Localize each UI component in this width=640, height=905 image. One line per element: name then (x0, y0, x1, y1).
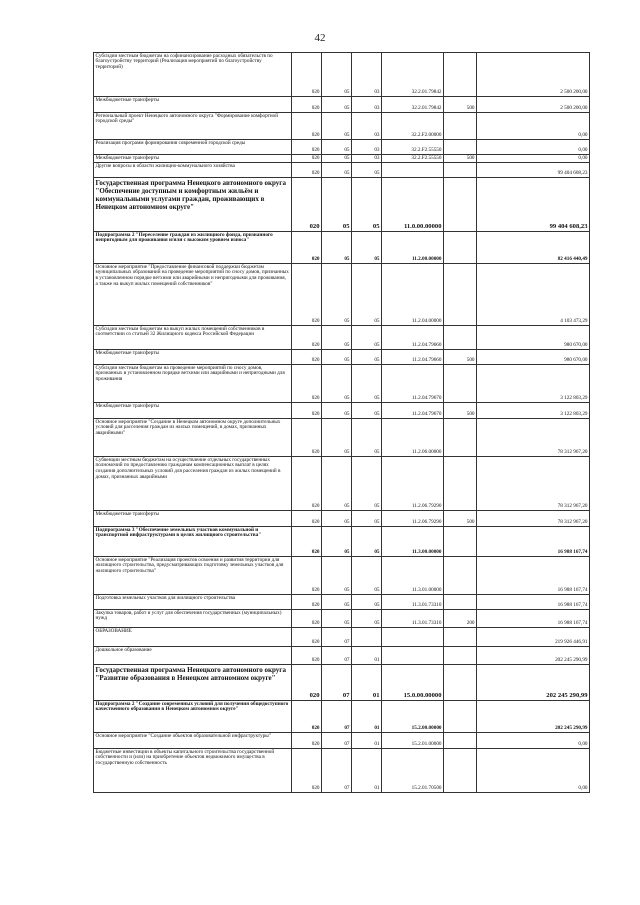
target-article-code: 11.3.01.73310 (382, 610, 444, 628)
target-article-code: 11.2.06.79290 (382, 457, 444, 511)
section-code: 05 (322, 97, 352, 113)
subsection-code: 05 (352, 232, 382, 264)
expense-type-code: 500 (444, 403, 477, 419)
expense-type-code (444, 749, 477, 793)
expense-type-code (444, 264, 477, 326)
expense-type-code: 500 (444, 155, 477, 163)
ministry-code: 020 (292, 155, 322, 163)
table-row (94, 665, 590, 701)
subsection-code: 03 (352, 140, 382, 155)
subsection-code: 03 (352, 155, 382, 163)
expense-type-code: 500 (444, 97, 477, 113)
table-row (94, 155, 590, 163)
section-code: 05 (322, 595, 352, 610)
target-article-code: 32.2.01.79842 (382, 97, 444, 113)
table-row (94, 365, 590, 403)
subsection-code: 05 (352, 557, 382, 595)
amount: 78 312 967,20 (477, 419, 590, 457)
expense-type-code (444, 701, 477, 733)
table-row (94, 701, 590, 733)
subsection-code: 03 (352, 113, 382, 140)
ministry-code: 020 (292, 97, 322, 113)
table-row (94, 53, 590, 97)
row-description: Субвенции местным бюджетам на осуществление отдельных государственных полномочий по предоставлению гражданам компенсационных выплат в целях создания дополнительных условий для расселения граждан из жилых помещений в домах, признанных аварийными (94, 457, 292, 511)
row-description: Подпрограмма 2 "Создание современных условий для получения общедоступного качественного образования в Ненецком автономном округе" (94, 701, 292, 733)
table-row (94, 419, 590, 457)
ministry-code: 020 (292, 419, 322, 457)
row-description: Дошкольное образование (94, 647, 292, 665)
target-article-code: 11.2.04.79670 (382, 365, 444, 403)
table-row (94, 647, 590, 665)
amount: 0,00 (477, 140, 590, 155)
expense-type-code (444, 457, 477, 511)
ministry-code: 020 (292, 326, 322, 350)
amount: 2 500 200,00 (477, 97, 590, 113)
subsection-code (352, 628, 382, 647)
amount: 78 312 967,20 (477, 457, 590, 511)
ministry-code: 020 (292, 53, 322, 97)
expense-type-code (444, 419, 477, 457)
amount: 78 312 967,20 (477, 511, 590, 527)
subsection-code: 01 (352, 749, 382, 793)
amount: 3 122 803,29 (477, 365, 590, 403)
section-code: 07 (322, 665, 352, 701)
table-row (94, 511, 590, 527)
subsection-code: 05 (352, 595, 382, 610)
row-description: Субсидии местным бюджетам на проведение мероприятий по сносу домов, признанных в установленном порядке ветхими или аварийными и непригодными для проживания (94, 365, 292, 403)
section-code: 05 (322, 350, 352, 365)
target-article-code: 15.0.00.00000 (382, 665, 444, 701)
amount: 0,00 (477, 113, 590, 140)
row-description: Субсидии местным бюджетам на софинансирование расходных обязательств по благоустройству территорий (Реализация мероприятий по благоустройству территорий) (94, 53, 292, 97)
target-article-code: 15.2.00.00000 (382, 701, 444, 733)
ministry-code: 020 (292, 527, 322, 557)
table-row (94, 163, 590, 178)
expense-type-code (444, 53, 477, 97)
budget-table-body (94, 53, 590, 793)
ministry-code: 020 (292, 350, 322, 365)
target-article-code: 11.3.00.00000 (382, 527, 444, 557)
table-row (94, 403, 590, 419)
target-article-code (382, 647, 444, 665)
ministry-code: 020 (292, 140, 322, 155)
subsection-code: 01 (352, 647, 382, 665)
section-code: 05 (322, 264, 352, 326)
row-description: Межбюджетные трансферты (94, 155, 292, 163)
table-row (94, 527, 590, 557)
ministry-code: 020 (292, 557, 322, 595)
section-code: 05 (322, 140, 352, 155)
row-description: Государственная программа Ненецкого автономного округа "Обеспечение доступным и комфортным жильём и коммунальными услугами граждан, проживающих в Ненецком автономном округе" (94, 178, 292, 232)
expense-type-code: 500 (444, 350, 477, 365)
section-code: 07 (322, 749, 352, 793)
section-code: 05 (322, 155, 352, 163)
row-description: Государственная программа Ненецкого автономного округа "Развитие образования в Ненецком автономном округе" (94, 665, 292, 701)
expense-type-code (444, 665, 477, 701)
expense-type-code (444, 557, 477, 595)
target-article-code: 32.2.F2.55550 (382, 140, 444, 155)
ministry-code: 020 (292, 610, 322, 628)
row-description: Закупка товаров, работ и услуг для обеспечения государственных (муниципальных) нужд (94, 610, 292, 628)
amount: 82 416 440,49 (477, 232, 590, 264)
table-row (94, 264, 590, 326)
table-row (94, 628, 590, 647)
table-row (94, 113, 590, 140)
section-code: 05 (322, 610, 352, 628)
subsection-code: 05 (352, 163, 382, 178)
amount: 2 500 200,00 (477, 53, 590, 97)
section-code: 07 (322, 733, 352, 749)
amount: 16 988 167,74 (477, 610, 590, 628)
expense-type-code (444, 113, 477, 140)
amount: 0,00 (477, 155, 590, 163)
page-number: 42 (314, 32, 326, 44)
table-row (94, 326, 590, 350)
target-article-code: 11.2.06.79290 (382, 511, 444, 527)
row-description: Основное мероприятие "Реализация проектов освоения и развития территории для жилищного строительства, предусматривающих подготовку земельных участков для жилищного строительства" (94, 557, 292, 595)
target-article-code: 11.0.00.00000 (382, 178, 444, 232)
table-row (94, 140, 590, 155)
subsection-code: 05 (352, 511, 382, 527)
subsection-code: 01 (352, 733, 382, 749)
expense-type-code (444, 140, 477, 155)
section-code: 05 (322, 326, 352, 350)
target-article-code: 32.2.F2.00000 (382, 113, 444, 140)
table-row (94, 595, 590, 610)
expense-type-code: 500 (444, 511, 477, 527)
subsection-code: 01 (352, 665, 382, 701)
amount: 0,00 (477, 733, 590, 749)
ministry-code: 020 (292, 113, 322, 140)
target-article-code: 32.2.F2.55550 (382, 155, 444, 163)
section-code: 05 (322, 403, 352, 419)
subsection-code: 05 (352, 457, 382, 511)
amount: 16 988 167,74 (477, 557, 590, 595)
subsection-code: 05 (352, 527, 382, 557)
amount: 16 988 167,74 (477, 595, 590, 610)
row-description: Бюджетные инвестиции в объекты капитального строительства государственной собственности и (или) на приобретение объектов недвижимого имущества в государственную собственность (94, 749, 292, 793)
subsection-code: 01 (352, 701, 382, 733)
row-description: Основное мероприятие "Предоставление финансовой поддержки бюджетам муниципальных образований на проведение мероприятий по сносу домов, признанных в установленном порядке ветхими или аварийными и непригодными для проживания, а также на выкуп жилых помещений собственников" (94, 264, 292, 326)
subsection-code: 05 (352, 178, 382, 232)
subsection-code: 05 (352, 326, 382, 350)
target-article-code: 11.2.04.79670 (382, 403, 444, 419)
ministry-code: 020 (292, 733, 322, 749)
ministry-code: 020 (292, 457, 322, 511)
subsection-code: 05 (352, 403, 382, 419)
table-row (94, 610, 590, 628)
expense-type-code (444, 527, 477, 557)
subsection-code: 05 (352, 419, 382, 457)
expense-type-code (444, 628, 477, 647)
row-description: Региональный проект Ненецкого автономного округа "Формирование комфортной городской среды" (94, 113, 292, 140)
expense-type-code: 200 (444, 610, 477, 628)
amount: 980 670,00 (477, 350, 590, 365)
target-article-code: 11.2.00.00000 (382, 232, 444, 264)
ministry-code: 020 (292, 511, 322, 527)
ministry-code: 020 (292, 264, 322, 326)
row-description: Подготовка земельных участков для жилищного строительства (94, 595, 292, 610)
ministry-code: 020 (292, 178, 322, 232)
ministry-code: 020 (292, 595, 322, 610)
ministry-code: 020 (292, 403, 322, 419)
section-code: 05 (322, 53, 352, 97)
section-code: 07 (322, 628, 352, 647)
target-article-code: 11.3.01.00000 (382, 557, 444, 595)
section-code: 05 (322, 178, 352, 232)
amount: 202 245 290,99 (477, 647, 590, 665)
table-row (94, 733, 590, 749)
section-code: 07 (322, 701, 352, 733)
table-row (94, 749, 590, 793)
section-code: 05 (322, 365, 352, 403)
target-article-code: 11.2.04.00000 (382, 264, 444, 326)
target-article-code: 11.3.01.73310 (382, 595, 444, 610)
section-code: 05 (322, 457, 352, 511)
section-code: 05 (322, 527, 352, 557)
expense-type-code (444, 232, 477, 264)
expense-type-code (444, 178, 477, 232)
amount: 99 404 608,23 (477, 178, 590, 232)
ministry-code: 020 (292, 232, 322, 264)
table-row (94, 457, 590, 511)
ministry-code: 020 (292, 163, 322, 178)
amount: 219 926 446,91 (477, 628, 590, 647)
row-description: Межбюджетные трансферты (94, 350, 292, 365)
budget-allocation-table (93, 52, 590, 793)
expense-type-code (444, 647, 477, 665)
amount: 99 404 608,23 (477, 163, 590, 178)
table-row (94, 557, 590, 595)
section-code: 05 (322, 557, 352, 595)
subsection-code: 03 (352, 97, 382, 113)
subsection-code: 05 (352, 365, 382, 403)
expense-type-code (444, 163, 477, 178)
target-article-code: 32.2.01.79842 (382, 53, 444, 97)
amount: 0,00 (477, 749, 590, 793)
subsection-code: 03 (352, 53, 382, 97)
amount: 3 122 803,29 (477, 403, 590, 419)
section-code: 05 (322, 232, 352, 264)
expense-type-code (444, 365, 477, 403)
ministry-code: 020 (292, 701, 322, 733)
subsection-code: 05 (352, 350, 382, 365)
row-description: Реализация программ формирования современной городской среды (94, 140, 292, 155)
target-article-code: 15.2.01.70500 (382, 749, 444, 793)
ministry-code: 020 (292, 647, 322, 665)
row-description: Межбюджетные трансферты (94, 97, 292, 113)
section-code: 05 (322, 113, 352, 140)
row-description: Подпрограмма 3 "Обеспечение земельных участков коммунальной и транспортной инфраструктурами в целях жилищного строительства" (94, 527, 292, 557)
expense-type-code (444, 326, 477, 350)
target-article-code: 11.2.04.79660 (382, 326, 444, 350)
amount: 980 670,00 (477, 326, 590, 350)
ministry-code: 020 (292, 665, 322, 701)
table-row (94, 178, 590, 232)
expense-type-code (444, 595, 477, 610)
row-description: Подпрограмма 2 "Переселение граждан из жилищного фонда, признанного непригодным для проживания и/или с высоким уровнем износа" (94, 232, 292, 264)
table-row (94, 350, 590, 365)
expense-type-code (444, 733, 477, 749)
amount: 4 103 473,29 (477, 264, 590, 326)
subsection-code: 05 (352, 610, 382, 628)
amount: 16 988 167,74 (477, 527, 590, 557)
target-article-code: 15.2.01.00000 (382, 733, 444, 749)
target-article-code: 11.2.04.79660 (382, 350, 444, 365)
ministry-code: 020 (292, 749, 322, 793)
row-description: Межбюджетные трансферты (94, 511, 292, 527)
ministry-code: 020 (292, 365, 322, 403)
row-description: Межбюджетные трансферты (94, 403, 292, 419)
row-description: ОБРАЗОВАНИЕ (94, 628, 292, 647)
section-code: 05 (322, 419, 352, 457)
section-code: 05 (322, 163, 352, 178)
section-code: 07 (322, 647, 352, 665)
amount: 202 245 290,99 (477, 701, 590, 733)
row-description: Основное мероприятие "Создание в Ненецком автономном округе дополнительных условий для расселения граждан из жилых помещений, в домах, признанных аварийными" (94, 419, 292, 457)
target-article-code (382, 628, 444, 647)
section-code: 05 (322, 511, 352, 527)
row-description: Субсидии местным бюджетам на выкуп жилых помещений собственников в соответствии со статьей 32 Жилищного кодекса Российской Федерации (94, 326, 292, 350)
ministry-code: 020 (292, 628, 322, 647)
target-article-code: 11.2.06.00000 (382, 419, 444, 457)
subsection-code: 05 (352, 264, 382, 326)
row-description: Другие вопросы в области жилищно-коммунального хозяйства (94, 163, 292, 178)
amount: 202 245 290,99 (477, 665, 590, 701)
table-row (94, 97, 590, 113)
target-article-code (382, 163, 444, 178)
row-description: Основное мероприятие "Создание объектов образовательной инфраструктуры" (94, 733, 292, 749)
table-row (94, 232, 590, 264)
